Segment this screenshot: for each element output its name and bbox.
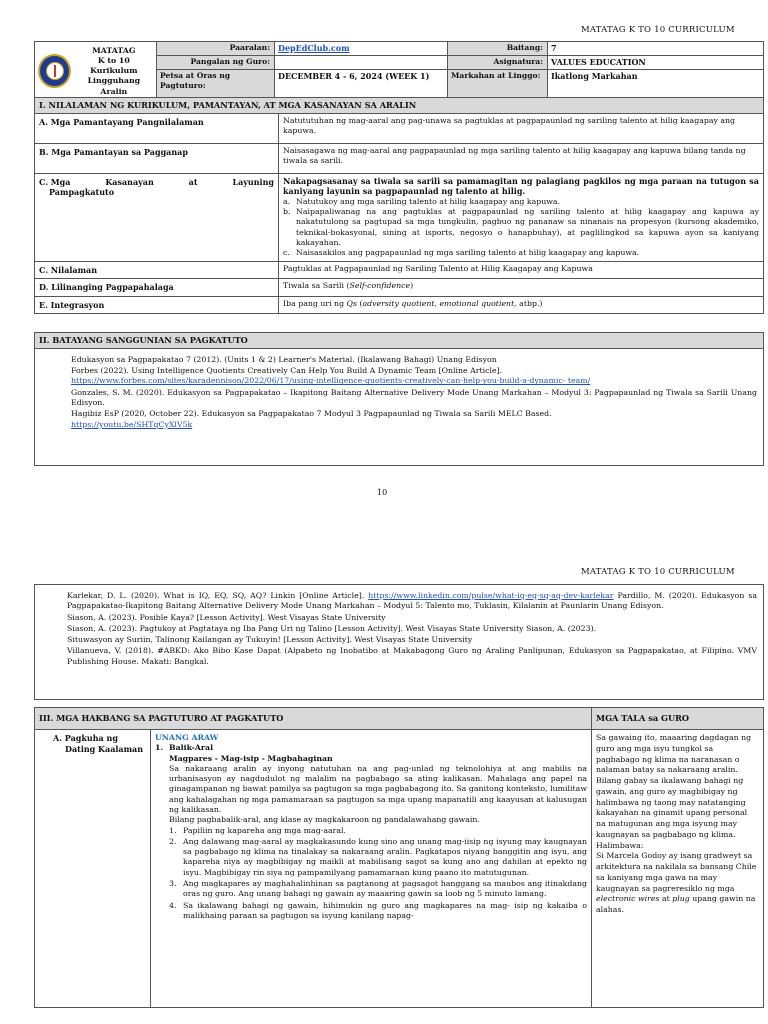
list-item: b. Naipapaliwanag na ang pagtuklas at pagpapaunlad ng sariling talento at hilig kaagapay ang kapuwa ay nakatutulong sa pagtupad sa mga tungkulin, pagbuo ng pananaw sa ninanais na propesyon (kursong akademiko, teknikal-bokasyonal, sining at isports, negosyo o hanapbuhay), at paglilingkod sa kapuwa ayon sa kaniyang kakayahan. <box>283 207 759 248</box>
ref-1: Edukasyon sa Pagpapakatao 7 (2012). (Units 1 & 2) Learner's Material. (Ikalawang Bahagi) Unang Edisyon <box>71 354 497 364</box>
row-e-label: E. Integrasyon <box>35 296 279 314</box>
section2-title: II. BATAYANG SANGGUNIAN SA PAGKATUTO <box>35 333 764 349</box>
section3-table <box>34 707 764 1008</box>
notes-example: Si Marcela Godoy ay isang gradweyt sa arkitektura na nakilala sa bansang Chile sa kaniyang mga gawa na may kaugnayan sa pagreresiklo ng mga electronic wires at plug upang gawin na alahas. <box>596 851 757 914</box>
intro-text: Sa nakaraang aralin ay inyong natutuhan na ang pag-unlad ng teknolohiya at ang mabilis na urbanisasyon ay nagdudulot ng malalim na pagbabago sa ating kalikasan. Mahalaga ang papel na ginagampanan ng bawat pamilya sa pagtugon sa mga pagbabagong ito. Sa ganitong konteksto, lumilitaw ang kahalagahan ng mga pamamaraan sa pagtugon sa mga upang mapanatili ang kaayusan at kalusugan ng kalikasan. <box>169 763 587 814</box>
notes-title: MGA TALA sa GURO <box>592 708 764 730</box>
intro-text-2: Bilang pagbabalik-aral, ang klase ay magkakaroon ng pandalawahang gawain. <box>169 815 480 825</box>
notes-paragraph: Sa gawaing ito, maaaring dagdagan ng guro ang mga isyu tungkol sa pagbabago ng klima na naranasan o nalaman batay sa nakaraang aralin. Bilang gabay sa ikalawang bahagi ng gawain, ang guro ay magbibigay ng halimbawa ng taong may natatanging kakayahan na ginamit upang personal na matugunan ang mga isyung may kaugnayan sa pagbabago ng klima. <box>596 733 752 839</box>
markahan-label: Markahan at Linggo: <box>448 70 548 101</box>
info-table <box>34 41 764 102</box>
ref-3: Gonzales, S. M. (2020). Edukasyon sa Pagpapakatao – Ikapitong Baitang Alternative Delivery Mode Unang Markahan – Modyul 3: Pagpapaunlad ng Tiwala sa Sarili Unang Edisyon. <box>71 387 757 407</box>
unang-araw-heading: UNANG ARAW <box>155 733 219 742</box>
notes-example-label: Halimbawa: <box>596 840 644 850</box>
baitang-value: 7 <box>548 42 764 56</box>
logo-title-2: K to 10 Kurikulum <box>90 56 138 76</box>
row-nilalaman-label: C. Nilalaman <box>35 261 279 279</box>
section3-title: III. MGA HAKBANG SA PAGTUTURO AT PAGKATUTO <box>35 708 592 730</box>
row-a-label: A. Mga Pamantayang Pangnilalaman <box>35 113 279 143</box>
row-d-value: Tiwala sa Sarili (Self-confidence) <box>279 279 764 297</box>
paaralan-value[interactable]: DepEdClub.com <box>278 43 350 53</box>
row-c-items <box>283 197 759 259</box>
row-e-value: Iba pang uri ng Qs (adversity quotient, emotional quotient, atbp.) <box>279 296 764 314</box>
ref-2: Forbes (2022). Using Intelligence Quotients Creatively Can Help You Build A Dynamic Team [Online Article]. https://www.forbes.com/sites/karadennison/2022/06/17/using-intelligence-quotients-creatively-can-help-you-build-a-dynamic- team/ <box>71 366 591 386</box>
section2-table <box>34 332 764 466</box>
asignatura-value: VALUES EDUCATION <box>548 56 764 70</box>
guro-label: Pangalan ng Guro: <box>157 56 275 70</box>
list-item: 1. Papiliin ng kapareha ang mga mag-aaral. <box>169 825 346 835</box>
ref-karlekar-link[interactable]: https://www.linkedin.com/pulse/what-iq-eq-sq-aq-dev-karlekar <box>368 591 614 600</box>
asignatura-label: Asignatura: <box>448 56 548 70</box>
list-item: 3. Ang magkapares ay maghahalinhinan sa pagtanong at pagsagot hanggang sa maubos ang itinakdang oras ng guro. Ang unang bahagi ng gawain ay maaaring gawin sa loob ng 5 minuto lamang. <box>169 878 587 899</box>
row-nilalaman-value: Pagtuklas at Pagpapaunlad ng Sariling Talento at Hilig Kaagapay ang Kapuwa <box>279 261 764 279</box>
activity-title: Magpares - Mag-isip - Magbahaginan <box>169 753 333 763</box>
list-item: a. Natutukoy ang mga sariling talento at hilig kaagapay ang kapuwa. <box>283 196 561 206</box>
ref-4: Hagibiz EsP (2020, October 22). Edukasyon sa Pagpapakatao 7 Modyul 3 Pagpapaunlad ng Tiwala sa Sarili MELC Based. https://youtu.be/SHTqCyXlV5k <box>71 409 552 429</box>
list-item: 4. Sa ikalawang bahagi ng gawain, hihimukin ng guro ang magkapares na mag- isip ng kakaiba o malikhaing paraan sa pagtugon sa isyung kanilang napag- <box>169 900 587 920</box>
row-b-value: Naisasagawa ng mag-aaral ang pagpapaunlad ng mga sariling talento at hilig kaagapay ang kapuwa bilang tanda ng tiwala sa sarili. <box>279 143 764 173</box>
guro-value <box>275 56 448 70</box>
logo-cell <box>35 42 157 102</box>
paaralan-label: Paaralan: <box>157 42 275 56</box>
step-a-label: A. Pagkuha ng Dating Kaalaman <box>35 730 151 1008</box>
baitang-label: Baitang: <box>448 42 548 56</box>
ref-siason-1: Siason, A. (2023). Posible Kaya? [Lesson Activity]. West Visayas State University <box>67 612 386 622</box>
curriculum-header: MATATAG K TO 10 CURRICULUM <box>581 25 735 35</box>
references-cell <box>35 348 764 465</box>
logo-title-1: MATATAG <box>92 46 136 55</box>
section1-table <box>34 97 764 314</box>
logo-title-3: Lingguhang Aralin <box>87 76 141 96</box>
list-item: 2. Ang dalawang mag-aaral ay magkakasundo kung sino ang unang mag-iisip ng isyung may kaugnayan sa pagbabago ng klima na tinalakay sa nakaraang aralin. Pagkatapos niyang banggitin ang isyu, ang kapareha niya ay magbibigay ng maikli at mabilisang sagot sa kung ano ang dahilan at epekto ng isyu. Magbibigay rin siya ng pampamilyang pamamaraan kung paano ito matutugunan. <box>169 836 587 877</box>
petsa-value: DECEMBER 4 - 6, 2024 (WEEK 1) <box>275 70 448 101</box>
section1-title: I. NILALAMAN NG KURIKULUM, PAMANTAYAN, AT MGA KASANAYAN SA ARALIN <box>35 98 764 114</box>
row-c-main: Nakapagsasanay sa tiwala sa sarili sa pamamagitan ng palagiang pagkilos ng mga paraan na tutugon sa kaniyang layunin sa pagpapaunlad ng talento at hilig. <box>283 175 759 197</box>
row-c-label: C. Mga Kasanayan at Layuning Pampagkatuto <box>35 173 279 261</box>
row-a-value: Natututuhan ng mag-aaral ang pag-unawa sa pagtuklas at pagpapaunlad ng sariling talento at hilig kaagapay ang kapuwa. <box>279 113 764 143</box>
page-number: 10 <box>377 488 388 497</box>
ref-situwasyon: Situwasyon ay Suriin, Talinong Kailangan ay Tukuyin! [Lesson Activity]. West Visayas State University <box>67 635 473 645</box>
teacher-notes <box>592 730 764 1008</box>
ref-villanueva: Villanueva, V. (2018). #ABKD: Ako Bibo Kase Dapat (Alpabeto ng Inobatibo at Makabagong Guro ng Araling Panlipunan, Edukasyon sa Pagpapakatao, at Filipino. VMV Publishing House. Makati: Bangkal. <box>67 646 757 666</box>
row-d-label: D. Lilinanging Pagpapahalaga <box>35 279 279 297</box>
step-a-content <box>151 730 592 1008</box>
row-c-value <box>279 173 764 261</box>
ref-4-link[interactable]: https://youtu.be/SHTqCyXlV5k <box>71 419 193 429</box>
markahan-value: Ikatlong Markahan <box>548 70 764 101</box>
references-continued-table <box>34 584 764 700</box>
curriculum-header-2: MATATAG K TO 10 CURRICULUM <box>581 567 735 577</box>
deped-seal-icon <box>38 54 71 88</box>
steps-list <box>155 826 587 922</box>
ref-karlekar: Karlekar, D. L. (2020). What is IQ, EQ, SQ, AQ? Linkin [Online Article]. https://www.linkedin.com/pulse/what-iq-eq-sq-aq-dev-karlekar Pardillo, M. (2020). Edukasyon sa Pagpapakatao-Ikapitong Baitang Alternative Delivery Mode Unang Markahan – Modyul 5: Talento mo, Tuklasin, Kilalanin at Paunlarin Unang Edisyon. <box>67 591 757 611</box>
balik-aral-heading: 1. Balik-Aral <box>155 743 214 753</box>
references-continued-cell <box>35 585 764 700</box>
petsa-label: Petsa at Oras ng Pagtuturo: <box>157 70 275 101</box>
ref-2-link[interactable]: https://www.forbes.com/sites/karadennison/2022/06/17/using-intelligence-quotients-creatively-can-help-you-build-a-dynamic- team/ <box>71 376 591 386</box>
list-item: c. Naisasakilos ang pagpapaunlad ng mga sariling talento at hilig kaagapay ang kapuwa. <box>283 248 640 258</box>
ref-siason-2: Siason, A. (2023). Pagtukoy at Pagtataya ng Iba Pang Uri ng Talino [Lesson Activity]. West Visayas State University Siason, A. (2023). <box>67 623 597 633</box>
row-b-label: B. Mga Pamantayan sa Pagganap <box>35 143 279 173</box>
